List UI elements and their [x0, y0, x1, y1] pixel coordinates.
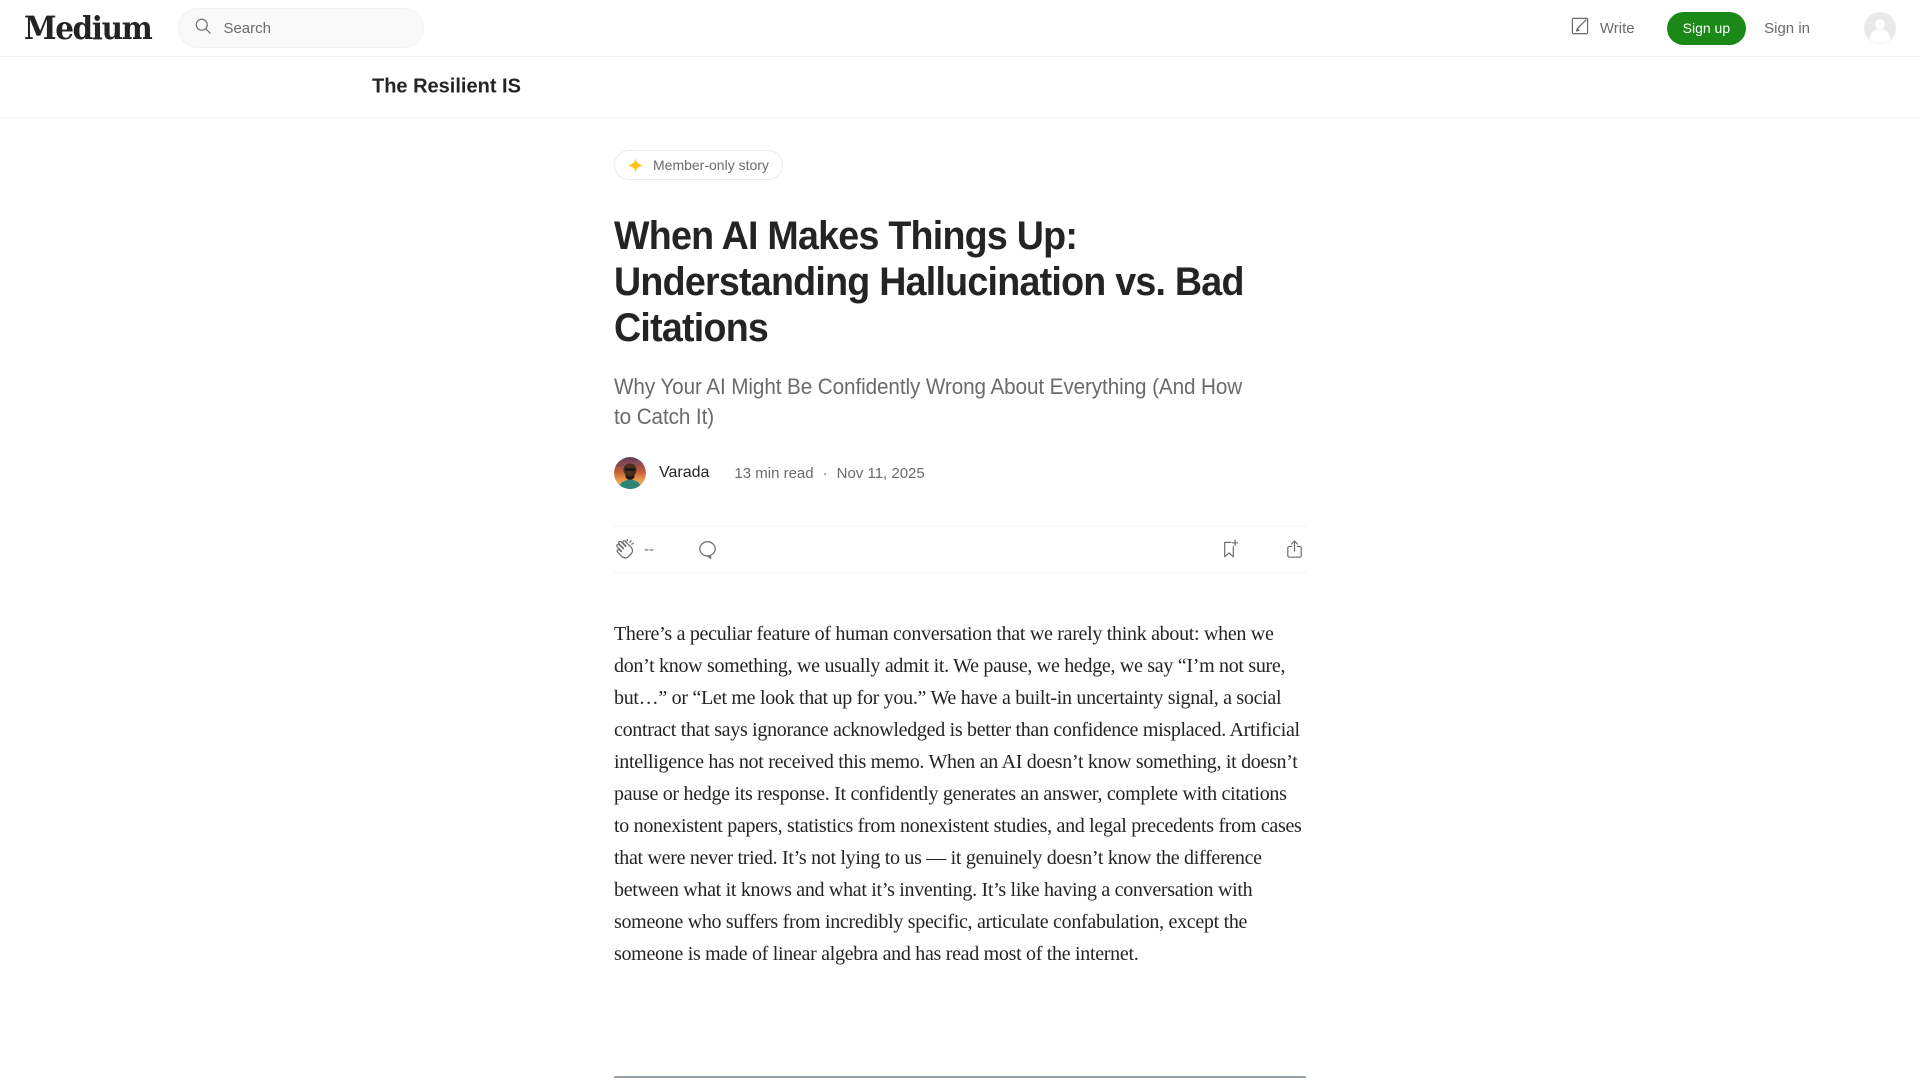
search-icon	[193, 16, 213, 41]
title-line: Citations	[614, 306, 769, 350]
author-row	[614, 457, 1306, 489]
member-only-label: Member-only story	[653, 157, 769, 173]
bookmark-plus-icon	[1218, 538, 1241, 561]
bookmark-button[interactable]	[1218, 538, 1241, 561]
write-button[interactable]	[1569, 15, 1635, 41]
read-time: 13 min read	[734, 464, 814, 482]
action-bar-left	[614, 538, 719, 561]
write-label: Write	[1599, 19, 1635, 37]
author-name[interactable]: Varada	[659, 464, 710, 481]
article-title	[614, 213, 1306, 351]
comment-icon	[696, 538, 719, 561]
signup-button[interactable]: Sign up	[1667, 12, 1746, 45]
search-input[interactable]	[223, 20, 409, 37]
article-body: There’s a peculiar feature of human conversation that we rarely think about: when we don’t know something, we usually admit it. We pause, we hedge, we say “I’m not sure, but…” or “Let me look that up for you.” We have a built-in uncertainty signal, a social contract that says ignorance acknowledged is better than confidence misplaced. Artificial intelligence has not received this memo. When an AI doesn’t know something, it doesn’t pause or hedge its response. It confidently generates an answer, complete with citations to nonexistent papers, statistics from nonexistent studies, and legal precedents from cases that were never tried. It’s not lying to us — it genuinely doesn’t know the difference between what it knows and what it’s inventing. It’s like having a conversation with someone who suffers from incredibly specific, articulate confabulation, except the someone is made of linear algebra and has read most of the internet.	[614, 623, 1302, 965]
article-subtitle	[614, 372, 1306, 432]
clap-button[interactable]	[614, 538, 654, 561]
article-column	[614, 118, 1306, 1078]
star-icon	[628, 158, 643, 173]
author-avatar[interactable]	[614, 457, 646, 489]
person-icon	[1864, 31, 1896, 44]
meta-separator: ·	[822, 464, 828, 482]
action-bar-right	[1218, 538, 1306, 561]
nav-right	[1569, 12, 1896, 45]
search-bar[interactable]	[178, 8, 424, 48]
clap-count: --	[644, 541, 654, 558]
share-icon	[1283, 538, 1306, 561]
publication-name[interactable]: The Resilient IS	[372, 75, 521, 98]
medium-logo[interactable]: Medium	[24, 9, 152, 47]
publication-header	[0, 57, 1920, 118]
action-bar	[614, 526, 1306, 573]
clap-icon	[614, 538, 637, 561]
profile-avatar[interactable]	[1864, 12, 1896, 44]
title-line: When AI Makes Things Up:	[614, 214, 1078, 258]
write-icon	[1569, 15, 1591, 41]
publish-date: Nov 11, 2025	[836, 464, 925, 482]
subtitle-line: to Catch It)	[614, 404, 715, 429]
nav-left	[24, 8, 424, 48]
subtitle-line: Why Your AI Might Be Confidently Wrong About Everything (And How	[614, 374, 1243, 399]
section-divider	[614, 1076, 1306, 1078]
title-line: Understanding Hallucination vs. Bad	[614, 260, 1244, 304]
comment-button[interactable]	[696, 538, 719, 561]
signin-link[interactable]: Sign in	[1764, 19, 1810, 37]
share-button[interactable]	[1283, 538, 1306, 561]
top-nav	[0, 0, 1920, 57]
member-only-badge	[614, 150, 783, 180]
